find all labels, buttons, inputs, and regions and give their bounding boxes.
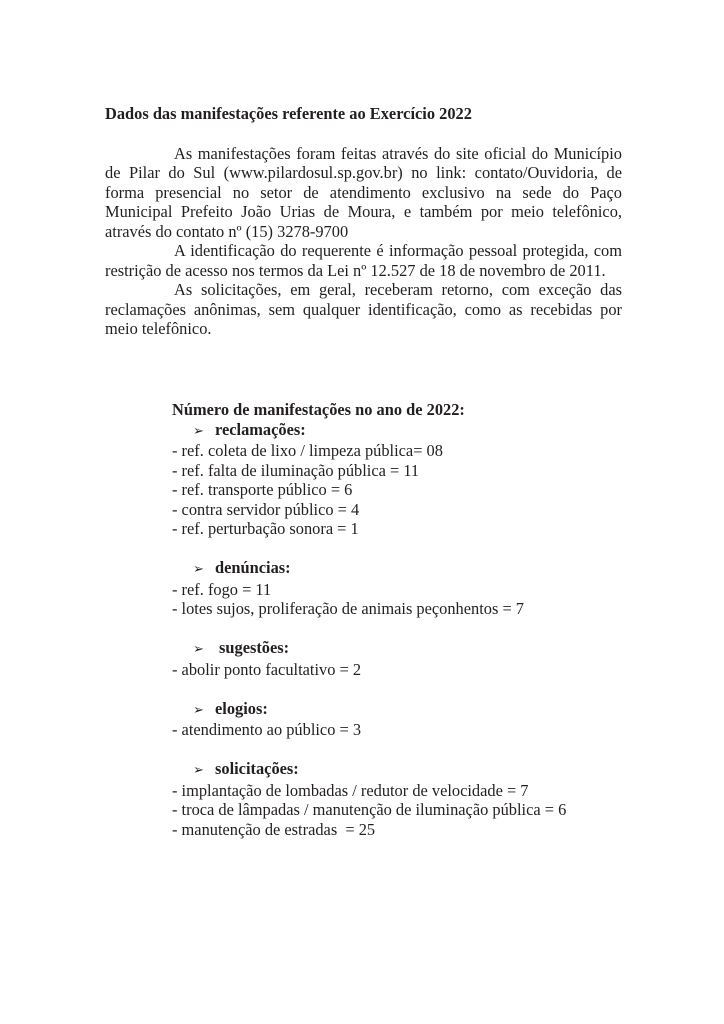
document-body	[105, 104, 622, 339]
category-label: solicitações:	[215, 759, 299, 778]
category-heading	[172, 699, 632, 721]
category-reclamacoes	[172, 420, 632, 539]
category-solicitacoes	[172, 759, 632, 839]
arrowhead-bullet-icon: ➢	[193, 423, 204, 439]
paragraph-privacy: A identificação do requerente é informação pessoal protegida, com restrição de acesso nos termos da Lei nº 12.527 de 18 de novembro de 2011.	[105, 241, 622, 280]
list-item: - lotes sujos, proliferação de animais peçonhentos = 7	[172, 599, 524, 618]
arrowhead-bullet-icon: ➢	[193, 642, 204, 657]
paragraph-responses: As solicitações, em geral, receberam retorno, com exceção das reclamações anônimas, sem qualquer identificação, como as recebidas por meio telefônico.	[105, 280, 622, 338]
list-item: - ref. perturbação sonora = 1	[172, 519, 359, 538]
category-heading	[172, 558, 632, 580]
list-item: - troca de lâmpadas / manutenção de iluminação pública = 6	[172, 800, 567, 819]
category-label: sugestões:	[219, 638, 290, 657]
arrowhead-bullet-icon: ➢	[193, 763, 204, 778]
list-item: - ref. transporte público = 6	[172, 480, 353, 499]
list-item: - ref. falta de iluminação pública = 11	[172, 460, 420, 480]
list-item: - ref. coleta de lixo / limpeza pública= 08	[172, 441, 443, 460]
spacer	[172, 679, 632, 699]
category-label: elogios:	[215, 698, 268, 718]
category-heading	[172, 420, 632, 442]
list-item: - abolir ponto facultativo = 2	[172, 659, 362, 679]
category-heading	[172, 638, 632, 660]
manifestations-count-section	[172, 400, 632, 839]
counts-title: Número de manifestações no ano de 2022:	[172, 400, 465, 419]
spacer	[172, 539, 632, 559]
arrowhead-bullet-icon: ➢	[193, 562, 204, 577]
category-label: denúncias:	[215, 558, 291, 577]
list-item: - manutenção de estradas = 25	[172, 819, 376, 839]
category-sugestoes	[172, 638, 632, 679]
category-label: reclamações:	[215, 419, 306, 439]
list-item: - implantação de lombadas / redutor de velocidade = 7	[172, 780, 529, 800]
list-item: - ref. fogo = 11	[172, 579, 272, 599]
category-heading	[172, 759, 632, 781]
document-title: Dados das manifestações referente ao Exercício 2022	[105, 104, 472, 123]
list-item: - atendimento ao público = 3	[172, 720, 362, 739]
category-denuncias	[172, 558, 632, 619]
category-elogios	[172, 699, 632, 740]
spacer	[172, 740, 632, 760]
arrowhead-bullet-icon: ➢	[193, 702, 204, 718]
paragraph-channels: As manifestações foram feitas através do site oficial do Município de Pilar do Sul (www.pilardosul.sp.gov.br) no link: contato/Ouvidoria, de forma presencial no setor de atendimento exclusivo na sede do Paço Municipal Prefeito João Urias de Moura, e também por meio telefônico, através do contato nº (15) 3278-9700	[105, 143, 622, 241]
list-item: - contra servidor público = 4	[172, 499, 360, 519]
spacer	[172, 619, 632, 639]
